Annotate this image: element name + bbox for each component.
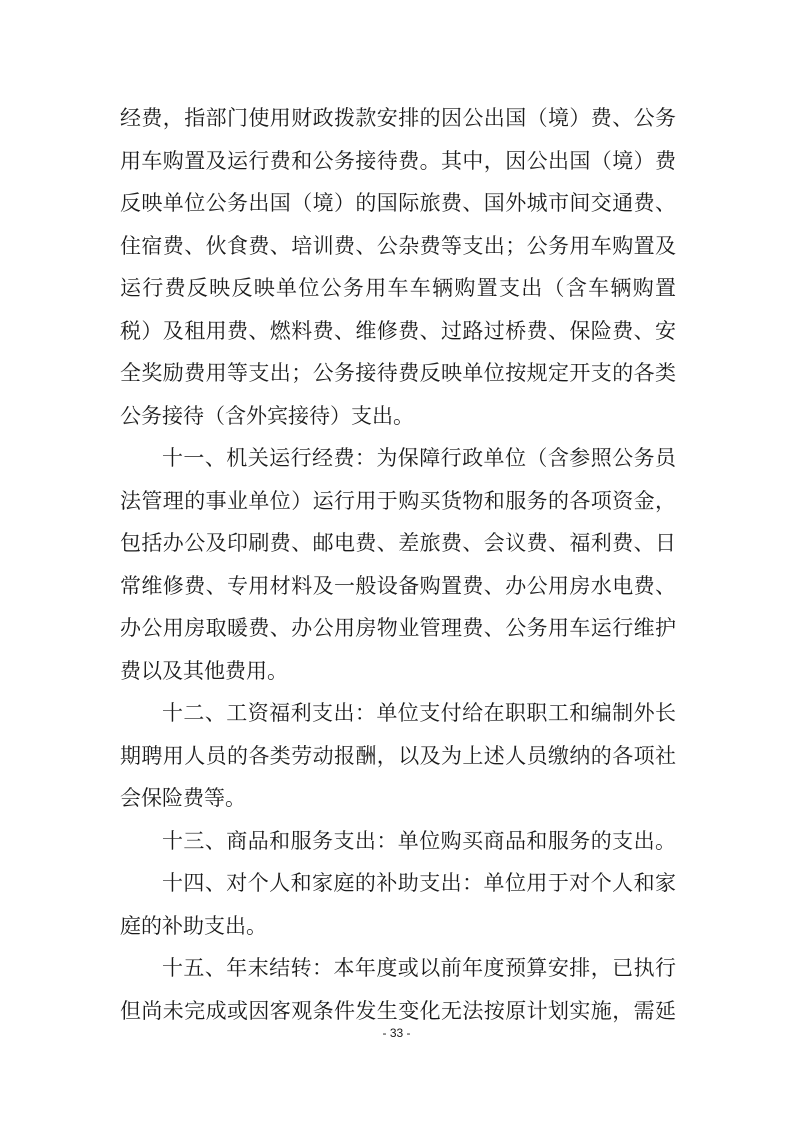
text-line: 包括办公及印刷费、邮电费、差旅费、会议费、福利费、日 (120, 531, 676, 555)
text-line: 十二、工资福利支出：单位支付给在职职工和编制外长 (162, 701, 676, 725)
text-line: 常维修费、专用材料及一般设备购置费、办公用房水电费、 (120, 573, 676, 598)
text-line: 税）及租用费、燃料费、维修费、过路过桥费、保险费、安 (120, 318, 676, 343)
text-line: 运行费反映反映单位公务用车车辆购置支出（含车辆购置 (120, 276, 676, 300)
page-number: - 33 - (382, 1026, 411, 1040)
document-body (120, 97, 676, 1032)
text-line: 公务接待（含外宾接待）支出。 (120, 403, 414, 428)
text-line: 十一、机关运行经费：为保障行政单位（含参照公务员 (162, 446, 676, 470)
text-line: 但尚未完成或因客观条件发生变化无法按原计划实施，需延 (120, 998, 676, 1023)
text-line: 费以及其他费用。 (120, 658, 288, 683)
paragraph-item-14 (120, 862, 676, 947)
text-line: 庭的补助支出。 (120, 913, 267, 938)
text-line: 经费，指部门使用财政拨款安排的因公出国（境）费、公务 (120, 106, 676, 130)
text-line: 办公用房取暖费、办公用房物业管理费、公务用车运行维护 (120, 616, 676, 640)
text-line: 全奖励费用等支出；公务接待费反映单位按规定开支的各类 (120, 361, 676, 385)
text-line: 住宿费、伙食费、培训费、公杂费等支出；公务用车购置及 (120, 233, 676, 258)
text-line: 十三、商品和服务支出：单位购买商品和服务的支出。 (162, 828, 676, 853)
text-line: 法管理的事业单位）运行用于购买货物和服务的各项资金， (120, 488, 676, 513)
text-line: 反映单位公务出国（境）的国际旅费、国外城市间交通费、 (120, 191, 676, 215)
paragraph-item-13 (120, 820, 676, 863)
paragraph-item-12 (120, 692, 676, 820)
text-line: 十五、年末结转：本年度或以前年度预算安排，已执行 (162, 956, 676, 980)
paragraph-official-expenses (120, 97, 676, 437)
paragraph-item-15 (120, 947, 676, 1032)
text-line: 会保险费等。 (120, 786, 246, 810)
text-line: 期聘用人员的各类劳动报酬，以及为上述人员缴纳的各项社 (120, 743, 676, 768)
paragraph-item-11 (120, 437, 676, 692)
text-line: 用车购置及运行费和公务接待费。其中，因公出国（境）费 (120, 148, 676, 173)
text-line: 十四、对个人和家庭的补助支出：单位用于对个人和家 (162, 871, 676, 895)
